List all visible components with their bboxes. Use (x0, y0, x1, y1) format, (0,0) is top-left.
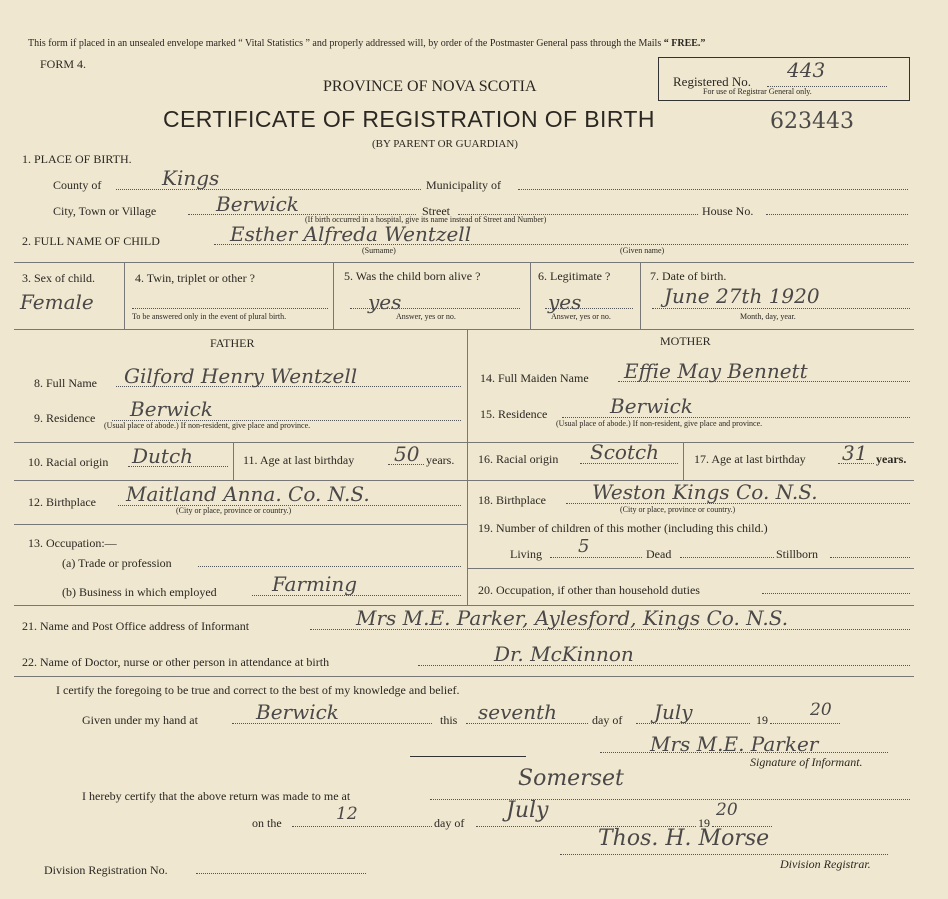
municipality-label: Municipality of (426, 178, 501, 192)
father-birthplace-note: (City or place, province or country.) (176, 506, 292, 515)
stillborn-label: Stillborn (776, 547, 819, 561)
certify-statement: I certify the foregoing to be true and correct to the best of my knowledge and belief. (56, 683, 460, 697)
given-label: Given under my hand at (82, 713, 198, 727)
registrar-year-value: 20 (716, 800, 738, 820)
mother-occupation-label: 20. Occupation, if other than household duties (478, 583, 700, 597)
separator-rule (410, 756, 526, 757)
given-name-note: (Given name) (620, 246, 665, 255)
doctor-label: 22. Name of Doctor, nurse or other person in attendance at birth (22, 655, 330, 669)
father-name-value: Gilford Henry Wentzell (124, 364, 358, 388)
father-age-unit: years. (426, 453, 455, 467)
dead-label: Dead (646, 547, 672, 561)
surname-note: (Surname) (362, 246, 396, 255)
division-registration-label: Division Registration No. (44, 863, 168, 877)
father-residence-note: (Usual place of abode.) If non-resident, give place and province. (104, 421, 311, 430)
child-name-value: Esther Alfreda Wentzell (230, 222, 472, 246)
twin-label: 4. Twin, triplet or other ? (135, 271, 255, 285)
living-label: Living (510, 547, 542, 561)
divider-line (14, 262, 914, 263)
legitimate-label: 6. Legitimate ? (538, 269, 611, 283)
registered-label: Registered No. (673, 74, 751, 89)
mother-age-value: 31 (842, 441, 868, 465)
sex-label: 3. Sex of child. (22, 271, 95, 285)
certificate-subtitle: (BY PARENT OR GUARDIAN) (372, 138, 518, 150)
divider-line (124, 262, 125, 329)
form-number: FORM 4. (40, 57, 87, 71)
mother-racial-value: Scotch (590, 440, 660, 464)
certificate-number: 623443 (770, 109, 854, 134)
father-age-label: 11. Age at last birthday (243, 453, 355, 467)
registrar-month-value: July (506, 798, 549, 823)
father-age-value: 50 (394, 442, 420, 466)
father-occupation-label: 13. Occupation:— (28, 536, 117, 550)
day-of-label: day of (592, 713, 623, 727)
father-residence-label: 9. Residence (34, 411, 96, 425)
county-label: County of (53, 178, 102, 192)
mother-residence-label: 15. Residence (480, 407, 548, 421)
place-of-birth-label: 1. PLACE OF BIRTH. (22, 152, 132, 166)
father-heading: FATHER (210, 336, 255, 350)
on-the-label: on the (252, 816, 282, 830)
registrar-day-of-label: day of (434, 816, 465, 830)
mother-heading: MOTHER (660, 334, 711, 348)
mother-birthplace-label: 18. Birthplace (478, 493, 546, 507)
month-value: July (654, 700, 693, 724)
county-value: Kings (162, 166, 220, 190)
registered-box (658, 57, 910, 101)
registered-note: For use of Registrar General only. (703, 87, 812, 96)
divider-line (233, 442, 234, 480)
mother-age-unit: years. (876, 452, 907, 466)
day-value: seventh (478, 700, 558, 724)
year-prefix: 19 (756, 713, 768, 727)
province-heading: PROVINCE OF NOVA SCOTIA (323, 78, 537, 95)
divider-line (14, 442, 914, 443)
informant-label: 21. Name and Post Office address of Informant (22, 619, 250, 633)
city-value: Berwick (216, 192, 299, 216)
business-value: Farming (272, 572, 358, 596)
born-alive-value: yes (368, 290, 402, 314)
father-birthplace-label: 12. Birthplace (28, 495, 96, 509)
mother-age-label: 17. Age at last birthday (694, 452, 806, 466)
father-racial-label: 10. Racial origin (28, 455, 109, 469)
mother-birthplace-value: Weston Kings Co. N.S. (592, 480, 818, 504)
father-racial-value: Dutch (132, 444, 194, 468)
informant-signature: Mrs M.E. Parker (650, 732, 819, 756)
registrar-signature-label: Division Registrar. (780, 857, 871, 871)
business-label: (b) Business in which employed (62, 585, 217, 599)
divider-line (14, 524, 467, 525)
year-value: 20 (810, 700, 832, 720)
registrar-day-value: 12 (336, 804, 358, 824)
twin-note: To be answered only in the event of plural birth. (132, 312, 287, 321)
children-count-label: 19. Number of children of this mother (including this child.) (478, 521, 768, 535)
mother-residence-note: (Usual place of abode.) If non-resident, give place and province. (556, 419, 763, 428)
registrar-place-value: Somerset (518, 766, 624, 791)
certificate-title: CERTIFICATE OF REGISTRATION OF BIRTH (163, 106, 655, 132)
street-note: (If birth occurred in a hospital, give its name instead of Street and Number) (305, 215, 547, 224)
dob-note: Month, day, year. (740, 312, 796, 321)
divider-line (14, 676, 914, 677)
divider-line (467, 568, 914, 569)
informant-signature-label: Signature of Informant. (750, 755, 863, 769)
dob-value: June 27th 1920 (664, 284, 820, 308)
mother-name-value: Effie May Bennett (624, 359, 808, 383)
mother-birthplace-note: (City or place, province or country.) (620, 505, 736, 514)
born-alive-label: 5. Was the child born alive ? (344, 269, 481, 283)
street-label: Street (422, 204, 450, 218)
father-name-label: 8. Full Name (34, 376, 97, 390)
mail-notice: This form if placed in an unsealed envelope marked “ Vital Statistics ” and properly addressed will, by order of the Postmaster General pass through the Mails “ FREE.” (28, 38, 706, 49)
trade-label: (a) Trade or profession (62, 556, 172, 570)
divider-line (333, 262, 334, 329)
mother-residence-value: Berwick (610, 394, 693, 418)
sex-value: Female (20, 290, 94, 314)
this-label: this (440, 713, 458, 727)
divider-line (530, 262, 531, 329)
mother-name-label: 14. Full Maiden Name (480, 371, 589, 385)
legitimate-note: Answer, yes or no. (551, 312, 611, 321)
divider-line (640, 262, 641, 329)
child-name-label: 2. FULL NAME OF CHILD (22, 234, 160, 248)
father-residence-value: Berwick (130, 397, 213, 421)
divider-line (467, 329, 468, 605)
father-birthplace-value: Maitland Anna. Co. N.S. (126, 482, 370, 506)
given-place-value: Berwick (256, 700, 339, 724)
mother-racial-label: 16. Racial origin (478, 452, 559, 466)
house-label: House No. (702, 204, 754, 218)
city-label: City, Town or Village (53, 204, 157, 218)
dob-label: 7. Date of birth. (650, 269, 727, 283)
registrar-year-prefix: 19 (698, 816, 710, 830)
divider-line (683, 442, 684, 480)
registrar-statement: I hereby certify that the above return was made to me at (82, 789, 351, 803)
divider-line (14, 329, 914, 330)
informant-value: Mrs M.E. Parker, Aylesford, Kings Co. N.S. (356, 606, 789, 630)
registered-value: 443 (787, 58, 826, 82)
born-alive-note: Answer, yes or no. (396, 312, 456, 321)
doctor-value: Dr. McKinnon (494, 642, 634, 666)
registrar-signature: Thos. H. Morse (598, 826, 770, 851)
legitimate-value: yes (548, 290, 582, 314)
living-value: 5 (578, 536, 590, 557)
